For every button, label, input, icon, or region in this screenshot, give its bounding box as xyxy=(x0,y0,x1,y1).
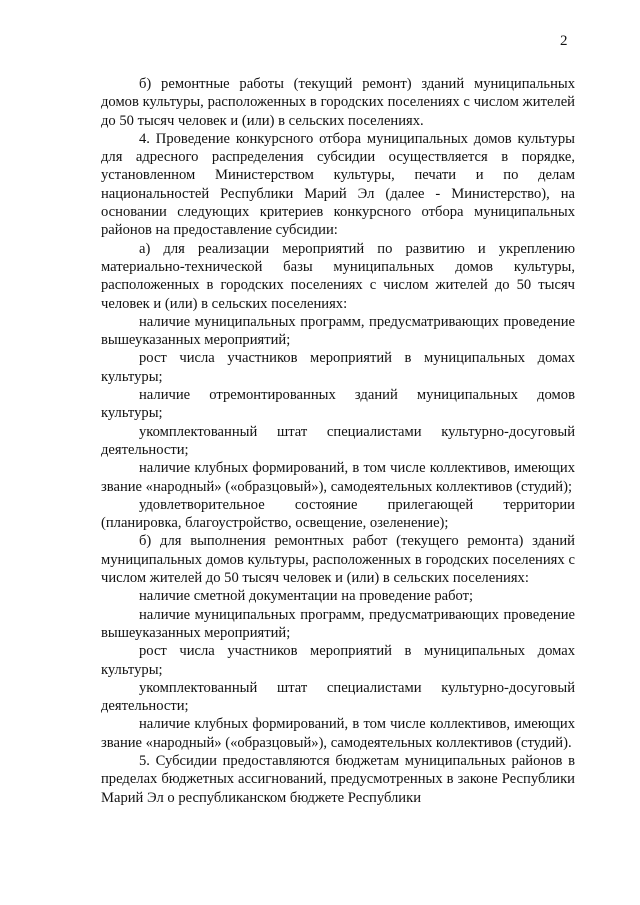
page-number: 2 xyxy=(560,33,568,49)
criterion-renovated-buildings: наличие отремонтированных зданий муниципальных домов культуры; xyxy=(101,387,575,422)
criterion-participants-growth: рост числа участников мероприятий в муниципальных домах культуры; xyxy=(101,350,575,385)
paragraph-section-5: 5. Субсидии предоставляются бюджетам муниципальных районов в пределах бюджетных ассигнований, предусмотренных в законе Республики Марий Эл о республиканском бюджете Республики xyxy=(101,752,575,806)
criterion-club-formations: наличие клубных формирований, в том числе коллективов, имеющих звание «народный» («образцовый»), самодеятельных коллективов (студий); xyxy=(101,460,575,495)
paragraph-criteria-a: а) для реализации мероприятий по развитию и укреплению материально-технической базы муниципальных домов культуры, расположенных в городских поселениях с числом жителей до 50 тысяч человек и (или) в сельских поселениях: xyxy=(101,240,575,312)
paragraph-section-4: 4. Проведение конкурсного отбора муниципальных домов культуры для адресного распределения субсидии осуществляется в порядке, установленном Министерством культуры, печати и по делам национальностей Республики Марий Эл (далее - Министерство), на основании следующих критериев конкурсного отбора муниципальных районов на предоставление субсидии: xyxy=(101,130,575,239)
criterion-club-formations-b: наличие клубных формирований, в том числе коллективов, имеющих звание «народный» («образцовый»), самодеятельных коллективов (студий). xyxy=(101,716,575,751)
criterion-participants-growth-b: рост числа участников мероприятий в муниципальных домах культуры; xyxy=(101,643,575,678)
document-body xyxy=(101,75,575,807)
criterion-staffing: укомплектованный штат специалистами культурно-досуговый деятельности; xyxy=(101,423,575,458)
criterion-estimate-documentation: наличие сметной документации на проведение работ; xyxy=(139,588,474,605)
criterion-programs-b: наличие муниципальных программ, предусматривающих проведение вышеуказанных мероприятий; xyxy=(101,606,575,641)
paragraph-repair-works: б) ремонтные работы (текущий ремонт) зданий муниципальных домов культуры, расположенных в городских поселениях с числом жителей до 50 тысяч человек и (или) в сельских поселениях. xyxy=(101,76,575,129)
criterion-staffing-b: укомплектованный штат специалистами культурно-досуговый деятельности; xyxy=(101,679,575,715)
criterion-territory-condition: удовлетворительное состояние прилегающей территории (планировка, благоустройство, освещение, озеленение); xyxy=(101,496,575,532)
paragraph-criteria-b: б) для выполнения ремонтных работ (текущего ремонта) зданий муниципальных домов культуры, расположенных в городских поселениях с числом жителей до 50 тысяч человек и (или) в сельских поселениях: xyxy=(101,533,575,587)
criterion-programs: наличие муниципальных программ, предусматривающих проведение вышеуказанных мероприятий; xyxy=(101,313,575,349)
